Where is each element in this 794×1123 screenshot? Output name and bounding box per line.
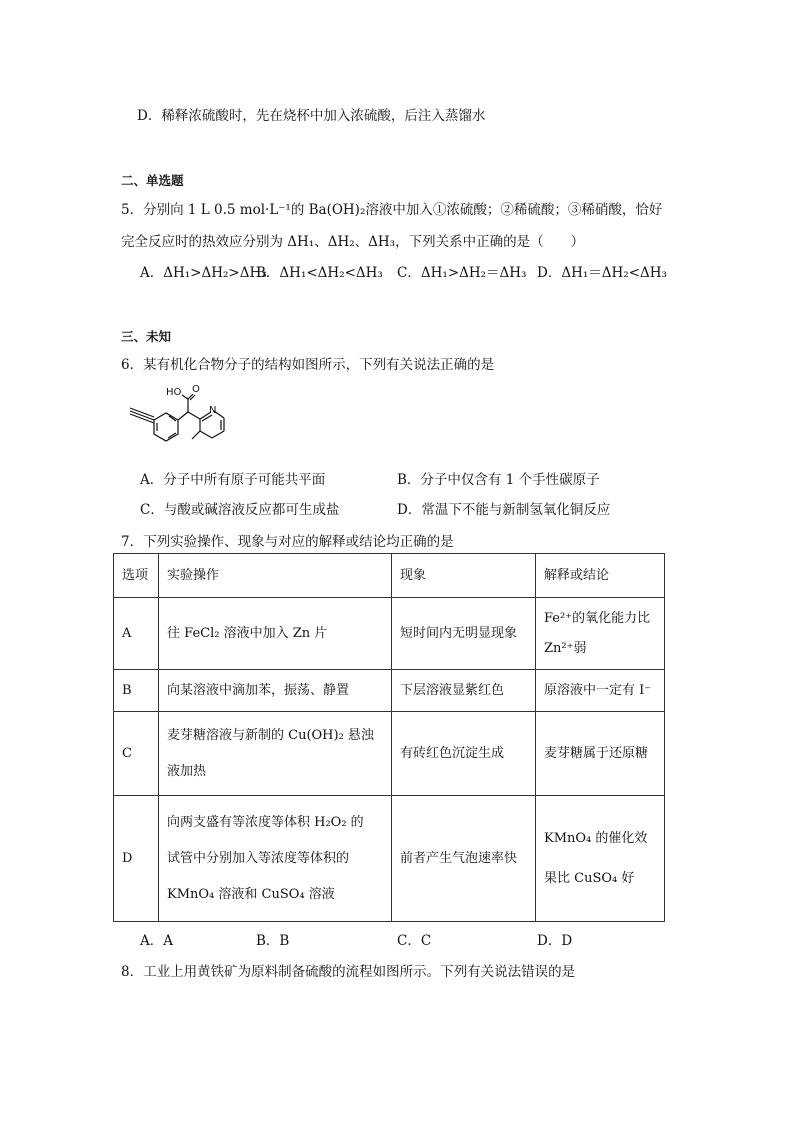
row-a-conclusion-line1: Fe²⁺的氧化能力比 <box>544 610 651 626</box>
row-d-operation-line1: 向两支盛有等浓度等体积 H₂O₂ 的 <box>167 814 364 830</box>
row-d-conclusion-line1: KMnO₄ 的催化效 <box>544 830 648 846</box>
table-header-operation: 实验操作 <box>159 554 392 598</box>
q6-option-c: C．与酸或碱溶液反应都可生成盐 <box>140 502 340 518</box>
table-row <box>114 796 665 922</box>
structure-label-o: O <box>192 384 200 395</box>
row-a-operation <box>159 598 392 670</box>
q5-stem-line2: 完全反应时的热效应分别为 ΔH₁、ΔH₂、ΔH₃，下列关系中正确的是（ ） <box>121 234 585 250</box>
row-b-operation <box>159 670 392 712</box>
row-c-operation-line1: 麦芽糖溶液与新制的 Cu(OH)₂ 悬浊 <box>167 727 374 743</box>
q5-option-b: B．ΔH₁<ΔH₂<ΔH₃ <box>256 265 383 281</box>
table-row <box>114 712 665 796</box>
q5-option-c: C．ΔH₁>ΔH₂＝ΔH₃ <box>397 265 527 281</box>
table-header-phenomenon: 现象 <box>392 554 536 598</box>
row-b-conclusion-line: 原溶液中一定有 I⁻ <box>544 682 652 698</box>
q7-option-b: B．B <box>256 933 290 949</box>
table-header-option: 选项 <box>114 554 159 598</box>
q5-option-a: A．ΔH₁>ΔH₂>ΔH₃ <box>140 265 267 281</box>
molecule-structure-diagram <box>124 383 249 448</box>
row-c-conclusion-line: 麦芽糖属于还原糖 <box>544 745 649 761</box>
row-d-operation <box>159 796 392 922</box>
row-d-phenomenon: 前者产生气泡速率快 <box>392 796 536 922</box>
q7-option-a: A．A <box>140 933 173 949</box>
row-c-option: C <box>114 712 159 796</box>
row-a-conclusion-line2: Zn²⁺弱 <box>544 640 587 656</box>
row-a-operation-line: 往 FeCl₂ 溶液中加入 Zn 片 <box>167 625 328 641</box>
row-c-operation-line2: 液加热 <box>167 763 207 779</box>
row-d-conclusion <box>536 796 665 922</box>
row-b-operation-line: 向某溶液中滴加苯，振荡、静置 <box>167 682 350 698</box>
table-row <box>114 598 665 670</box>
q7-experiment-table <box>113 553 665 922</box>
section-single-choice-title: 二、单选题 <box>121 173 184 188</box>
q5-option-d: D．ΔH₁＝ΔH₂<ΔH₃ <box>537 265 667 281</box>
table-row <box>114 670 665 712</box>
q6-stem: 6．某有机化合物分子的结构如图所示，下列有关说法正确的是 <box>121 357 495 373</box>
structure-label-ho: HO <box>166 387 182 398</box>
q4-option-d: D．稀释浓硫酸时，先在烧杯中加入浓硫酸，后注入蒸馏水 <box>137 108 486 124</box>
q6-option-b: B．分子中仅含有 1 个手性碳原子 <box>397 472 600 488</box>
table-header-row <box>114 554 665 598</box>
row-b-conclusion <box>536 670 665 712</box>
q6-option-d: D．常温下不能与新制氢氧化铜反应 <box>397 502 611 518</box>
row-a-phenomenon: 短时间内无明显现象 <box>392 598 536 670</box>
row-d-operation-line3: KMnO₄ 溶液和 CuSO₄ 溶液 <box>167 886 335 902</box>
row-b-phenomenon: 下层溶液显紫红色 <box>392 670 536 712</box>
q7-option-c: C．C <box>397 933 432 949</box>
q7-stem: 7．下列实验操作、现象与对应的解释或结论均正确的是 <box>121 534 454 550</box>
q7-option-d: D．D <box>537 933 573 949</box>
structure-label-n: N <box>209 405 217 416</box>
q5-stem-line1: 5．分别向 1 L 0.5 mol·L⁻¹的 Ba(OH)₂溶液中加入①浓硫酸；②稀硫酸；③稀硝酸，恰好 <box>121 202 663 218</box>
q8-stem: 8．工业上用黄铁矿为原料制备硫酸的流程如图所示。下列有关说法错误的是 <box>121 964 576 980</box>
row-d-option: D <box>114 796 159 922</box>
row-a-conclusion <box>536 598 665 670</box>
row-d-conclusion-line2: 果比 CuSO₄ 好 <box>544 870 635 886</box>
row-c-conclusion <box>536 712 665 796</box>
q6-option-a: A．分子中所有原子可能共平面 <box>140 472 326 488</box>
section-unknown-title: 三、未知 <box>121 329 172 344</box>
table-header-conclusion: 解释或结论 <box>536 554 665 598</box>
row-a-option: A <box>114 598 159 670</box>
row-b-option: B <box>114 670 159 712</box>
row-c-phenomenon: 有砖红色沉淀生成 <box>392 712 536 796</box>
row-c-operation <box>159 712 392 796</box>
row-d-operation-line2: 试管中分别加入等浓度等体积的 <box>167 850 350 866</box>
